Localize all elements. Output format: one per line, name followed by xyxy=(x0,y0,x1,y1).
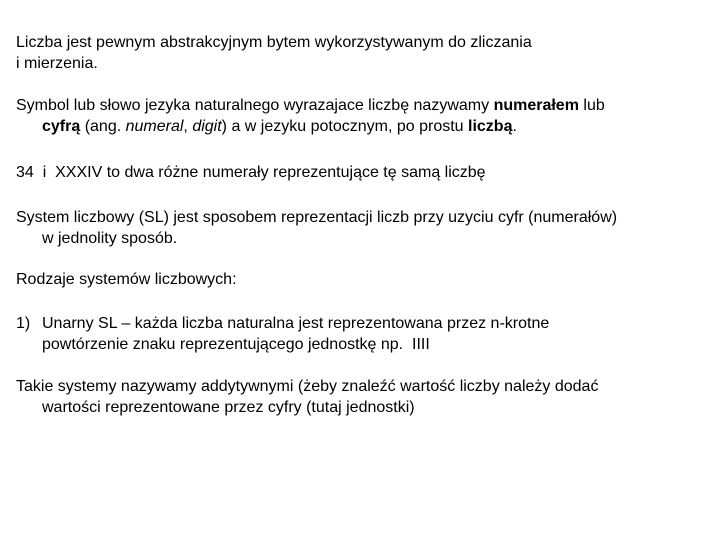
text-segment: lub xyxy=(578,97,605,114)
text-line: Takie systemy nazywamy addytywnymi (żeby znaleźć wartość liczby należy dodać xyxy=(16,378,599,395)
text-line: Rodzaje systemów liczbowych: xyxy=(16,271,237,288)
paragraph-example-numerals xyxy=(16,162,706,183)
text-line: Liczba jest pewnym abstrakcyjnym bytem wykorzystywanym do zliczania xyxy=(16,34,532,51)
text-segment: Symbol lub słowo jezyka naturalnego wyrazajace liczbę nazywamy xyxy=(16,97,494,114)
text-segment: Unarny SL – każda liczba naturalna jest reprezentowana przez n-krotne xyxy=(42,315,550,332)
text-segment: ) a w jezyku potocznym, po prostu xyxy=(221,118,468,135)
text-line: System liczbowy (SL) jest sposobem reprezentacji liczb przy uzyciu cyfr (numerałów) xyxy=(16,209,618,226)
term-digit-en: digit xyxy=(192,118,222,135)
term-liczba: liczbą xyxy=(468,118,513,135)
list-number: 1) xyxy=(16,315,31,332)
text-line: 34 i XXXIV to dwa różne numerały reprezentujące tę samą liczbę xyxy=(16,164,486,181)
text-line xyxy=(16,313,706,334)
paragraph-system-types-heading xyxy=(16,269,706,290)
text-segment: , xyxy=(183,118,193,135)
paragraph-additive-systems xyxy=(16,376,706,418)
text-line: powtórzenie znaku reprezentującego jednostkę np. IIII xyxy=(42,336,430,353)
term-cyfra: cyfrą xyxy=(42,118,81,135)
text-line xyxy=(16,95,706,116)
term-numeral-en: numeral xyxy=(125,118,184,135)
text-segment: (ang. xyxy=(80,118,126,135)
term-numeral: numerałem xyxy=(493,97,579,114)
text-line: wartości reprezentowane przez cyfry (tutaj jednostki) xyxy=(42,399,415,416)
text-line xyxy=(16,116,706,137)
paragraph-definition-system xyxy=(16,207,706,249)
text-segment: . xyxy=(512,118,517,135)
paragraph-definition-number xyxy=(16,32,706,74)
text-line: w jednolity sposób. xyxy=(42,230,178,247)
paragraph-definition-numeral xyxy=(16,95,706,137)
list-item-unary xyxy=(16,313,706,355)
text-line: i mierzenia. xyxy=(16,55,98,72)
